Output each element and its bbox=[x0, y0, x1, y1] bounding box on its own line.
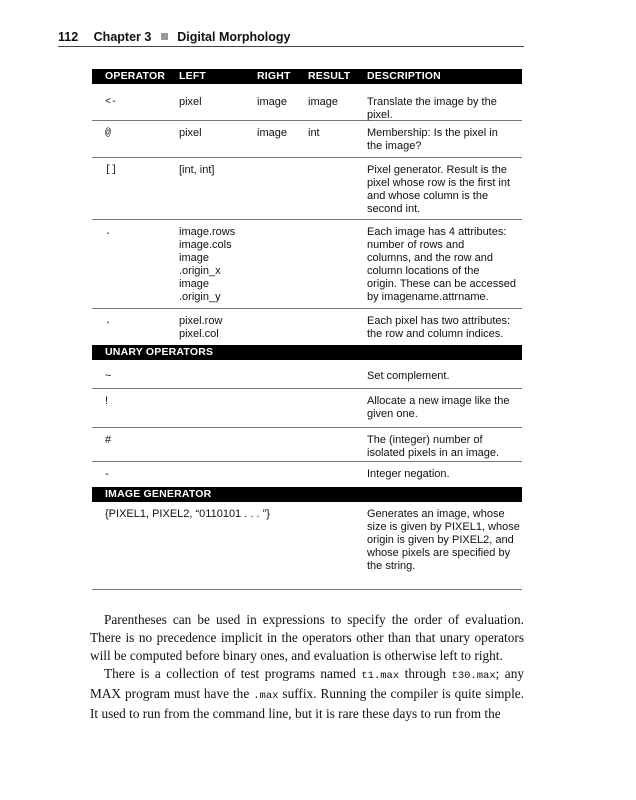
col-header-result: RESULT bbox=[308, 70, 351, 82]
description bbox=[367, 468, 527, 481]
line: image.rows bbox=[179, 226, 236, 238]
line: image.cols bbox=[179, 239, 232, 251]
table-row bbox=[92, 121, 522, 158]
line: Each pixel has two attributes: bbox=[367, 315, 511, 327]
unary-heading: UNARY OPERATORS bbox=[105, 346, 214, 358]
line: the row and column indices. bbox=[367, 328, 504, 340]
left-operand bbox=[179, 127, 202, 140]
operator-symbol: [] bbox=[105, 165, 118, 176]
page-number: 112 bbox=[58, 30, 79, 44]
running-header bbox=[58, 30, 290, 44]
binary-operator-rows bbox=[92, 84, 522, 345]
description bbox=[367, 434, 527, 460]
chapter-title: Digital Morphology bbox=[177, 30, 291, 44]
operator-symbol: @ bbox=[105, 128, 112, 139]
left-operand bbox=[179, 164, 214, 177]
line: columns, and the row and bbox=[367, 252, 493, 264]
table-row bbox=[92, 309, 522, 345]
right-operand: image bbox=[257, 127, 287, 139]
code-max-suffix: .max bbox=[253, 690, 279, 702]
line: whose pixels are specified by bbox=[367, 547, 511, 559]
line: pixel bbox=[179, 127, 202, 139]
chapter-label: Chapter 3 bbox=[93, 30, 152, 44]
col-header-left: LEFT bbox=[179, 70, 207, 82]
line: given one. bbox=[367, 408, 418, 420]
line: pixel bbox=[179, 96, 202, 108]
col-header-operator: OPERATOR bbox=[105, 70, 166, 82]
operator-symbol: ! bbox=[105, 395, 109, 407]
line: Each image has 4 attributes: bbox=[367, 226, 507, 238]
line: pixel.row bbox=[179, 315, 223, 327]
description bbox=[367, 226, 527, 304]
table-row bbox=[92, 389, 522, 428]
table-row bbox=[92, 360, 522, 389]
table-row bbox=[92, 428, 522, 462]
line: image bbox=[179, 252, 209, 264]
line: Set complement. bbox=[367, 370, 450, 382]
left-operand bbox=[179, 226, 235, 304]
operator-symbol: . bbox=[105, 227, 112, 238]
line: [int, int] bbox=[179, 164, 215, 176]
code-t30-max: t30.max bbox=[451, 670, 496, 682]
line: Allocate a new image like the bbox=[367, 395, 510, 407]
line: the string. bbox=[367, 560, 416, 572]
table-row bbox=[92, 84, 522, 121]
generator-description bbox=[367, 508, 527, 573]
line: pixel.col bbox=[179, 328, 219, 340]
description bbox=[367, 164, 527, 216]
description bbox=[367, 127, 527, 153]
operator-symbol: . bbox=[105, 316, 112, 327]
header-separator-square bbox=[161, 33, 168, 40]
operator-table bbox=[92, 69, 522, 590]
unary-heading-bar bbox=[92, 345, 522, 360]
code-t1-max: t1.max bbox=[361, 670, 400, 682]
generator-row bbox=[92, 502, 522, 590]
line: .origin_y bbox=[179, 291, 221, 303]
line: Translate the image by the bbox=[367, 96, 497, 108]
operator-symbol: <- bbox=[105, 97, 118, 108]
table-row bbox=[92, 462, 522, 487]
col-header-right: RIGHT bbox=[257, 70, 291, 82]
table-header-bar bbox=[92, 69, 522, 84]
left-operand bbox=[179, 315, 222, 341]
table-row bbox=[92, 158, 522, 220]
line: .origin_x bbox=[179, 265, 221, 277]
line: the image? bbox=[367, 140, 422, 152]
line: origin is given by PIXEL2, and bbox=[367, 534, 514, 546]
description bbox=[367, 315, 527, 341]
left-operand bbox=[179, 96, 202, 109]
line: isolated pixels in an image. bbox=[367, 447, 500, 459]
paragraph-2: There is a collection of test programs named t1.max through t30.max; any MAX program must have the .max suffix. Running the compiler is quite simple. It used to run from the command line, but it is rare these days to run from the bbox=[90, 666, 525, 721]
paragraph-1: Parentheses can be used in expressions to specify the order of evaluation. There is no precedence implicit in the operators other than that unary operators will be computed before binary ones, and evaluation is otherwise left to right. bbox=[90, 612, 524, 663]
operator-symbol: - bbox=[105, 468, 109, 480]
line: image bbox=[179, 278, 209, 290]
line: Membership: Is the pixel in bbox=[367, 127, 498, 139]
description bbox=[367, 96, 527, 122]
right-operand: image bbox=[257, 96, 287, 108]
line: size is given by PIXEL1, whose bbox=[367, 521, 520, 533]
description bbox=[367, 370, 527, 383]
line: Integer negation. bbox=[367, 468, 450, 480]
generator-heading: IMAGE GENERATOR bbox=[105, 488, 212, 500]
line: The (integer) number of bbox=[367, 434, 483, 446]
line: second int. bbox=[367, 203, 421, 215]
description bbox=[367, 395, 527, 421]
line: pixel. bbox=[367, 109, 393, 121]
unary-operator-rows bbox=[92, 360, 522, 487]
body-text bbox=[90, 611, 524, 723]
line: by imagename.attrname. bbox=[367, 291, 489, 303]
line: Pixel generator. Result is the bbox=[367, 164, 508, 176]
line: column locations of the bbox=[367, 265, 480, 277]
result-type: int bbox=[308, 127, 320, 139]
line: Generates an image, whose bbox=[367, 508, 505, 520]
col-header-description: DESCRIPTION bbox=[367, 70, 441, 82]
generator-heading-bar bbox=[92, 487, 522, 502]
generator-expression: {PIXEL1, PIXEL2, “0110101 . . . ”} bbox=[105, 508, 270, 520]
line: number of rows and bbox=[367, 239, 465, 251]
operator-symbol: # bbox=[105, 434, 112, 446]
operator-symbol: ~ bbox=[105, 370, 112, 382]
line: origin. These can be accessed bbox=[367, 278, 516, 290]
line: pixel whose row is the first int bbox=[367, 177, 511, 189]
line: and whose column is the bbox=[367, 190, 489, 202]
table-row bbox=[92, 220, 522, 309]
header-rule bbox=[58, 46, 524, 47]
result-type: image bbox=[308, 96, 338, 108]
